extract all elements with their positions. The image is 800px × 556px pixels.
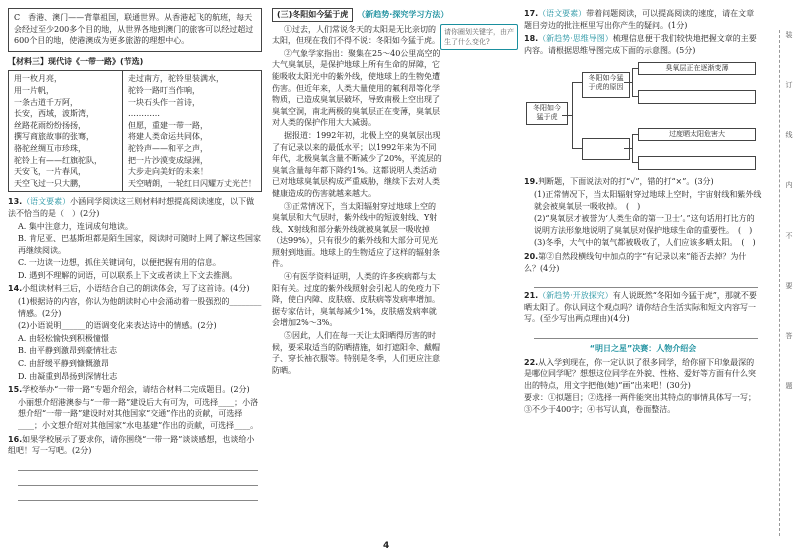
judgement-item: (2)“臭氧层才被誉为‘人类生命的第一卫士’。”这句话用打比方的说明方法形象地说明了臭氧层对保护地球生命的重要性。 ( ): [534, 214, 755, 235]
poem-line: 把一片沙漠变成绿洲，: [128, 155, 208, 165]
question-17: 17.（语文要素）带着问题阅读，可以提高阅读的速度，请在文章题目旁边的批注框里写出你产生的疑问。(1分): [524, 9, 755, 30]
page-number: 4: [383, 540, 390, 551]
q22-requirements: 要求：①拟题目；②选择一两件能突出其特点的事情具体写一写；③不少于400字；④书写认真，卷面整洁。: [524, 393, 756, 414]
poem-line: 大步走向美好的未来！: [128, 167, 208, 177]
poem-line: 驼铃一路叮当作响，: [128, 85, 200, 95]
poem-left: [9, 71, 122, 191]
passage-title: (三)冬阳如今猛于虎 （新趋势·探究学习方法）: [272, 8, 518, 22]
middle-column: [272, 8, 518, 542]
option: B. 由平静到激昂到豪情壮志: [18, 346, 117, 356]
poem-line: 用一片帆，: [14, 85, 54, 95]
option: A. 由轻松愉快到积极憧憬: [18, 333, 109, 343]
poem-line: 用一枚月亮，: [14, 74, 62, 84]
poem-line: 一块石头作一首诗，: [128, 97, 200, 107]
poem-line: 天安飞，一片春风，: [14, 167, 86, 177]
option: C. 由舒缓平静到慷慨激昂: [18, 359, 109, 369]
answer-line[interactable]: [534, 326, 758, 339]
sub-question: (2)小语说明______的语调变化来表达诗中的情感。(2分): [18, 321, 217, 331]
q15-text: 小丽想介绍港澳参与“一带一路”建设后大有可为，可选择____；小洛想介绍“一带一路”建设时对其他国家“交通”作出的贡献，可选择____；小文想介绍对其他国家“水电基建”作出的贡献，可选择____。: [18, 397, 259, 430]
binding-margin: [779, 30, 794, 536]
option: D. 遇到不理解的词语，可以联系上下文或者读上下文去推测。: [18, 270, 238, 280]
sub-question: (1)根据诗的内容，你认为他朗读时心中会涌动着一股强烈的________情感。(2分): [18, 297, 262, 318]
poem-line: 但愿，重建一带一路，: [128, 120, 208, 130]
poem-line: 将建人类命运共同体，: [128, 132, 208, 142]
margin-char: 内: [785, 181, 793, 190]
judgement-item: (3)冬季，大气中的氧气都被吸收了，人们应该多晒太阳。 ( ): [534, 238, 756, 248]
answer-line[interactable]: [18, 488, 258, 501]
right-column: [524, 8, 762, 542]
option: D. 由凝重到昂扬到深情壮志: [18, 371, 118, 381]
answer-line[interactable]: [18, 458, 258, 471]
left-column: [8, 8, 262, 542]
option: B. 肯尼亚、巴基斯坦都是陌生国家，阅读时可随时上网了解这些国家再继续阅读。: [18, 234, 261, 255]
answer-line[interactable]: [18, 473, 258, 486]
mm-leaf4[interactable]: [638, 156, 756, 170]
passage-paragraph: ②气象学家指出：聚集在25～40公里高空的大气臭氧层，是保护地球上所有生命的屏障，它能吸收太阳光中的紫外线，使地球上的生物免遭伤害。但近年来，人类大量使用的氟利昂等化学物质，已造成臭氧层破坏，导致南极上空出现了臭氧空洞，南北两极的臭氧层正在变薄，臭氧层对人类的保护作用大大减弱。: [272, 48, 441, 128]
question-15: 15.学校举办“一带一路”专题介绍会，请结合材料二完成题目。(2分): [8, 385, 250, 395]
question-18: 18.（新趋势·思维导图）梳理信息便于我们较快地把握文章的主要内容。请根据思维导图完成下面的示意图。(5分): [524, 34, 757, 55]
question-20: 20.第②自然段横线句中加点的字“有记录以来”能否去掉？为什么？(4分): [524, 251, 747, 273]
poem-line: 撰写商旅故事的张骞，: [14, 132, 94, 142]
poem-line: 驼铃声——和平之声，: [128, 143, 208, 153]
question-14: 14.小组读材料三后，小语结合自己的朗读体会，写了这首诗。(4分): [8, 284, 250, 294]
margin-char: 装: [785, 31, 793, 39]
passage-paragraph: ①过去，人们常说冬天的太阳是无比亲切的太阳，但现在我们不得不说：冬阳如今猛于虎。: [272, 24, 440, 46]
passage-paragraph: 据报道：1992年初，北极上空的臭氧层出现了有记录以来的最低水平；以1992年来为不同年代，北极臭氧含量不断减少了20%，平流层的臭氧含量每年都下降约1%。这都说明人类活动已对地球臭氧层构成严重威胁，继续下去对人类健康造成的伤害就越来越大。: [272, 130, 442, 198]
q13-options: [8, 221, 262, 282]
poem-line: 走过南方，驼铃里装满水，: [128, 74, 224, 84]
poem-line: 天空飞过一只大鹏，: [14, 178, 86, 188]
q19-items: [524, 189, 762, 249]
margin-char: 要: [785, 281, 793, 290]
annotation-box[interactable]: 请你圈划关键字，由产生了什么变化?: [440, 24, 518, 50]
q14-sub: [8, 296, 262, 332]
poem-box: [8, 70, 262, 192]
poem-line: 驼铃上有——红旗驼队，: [14, 155, 102, 165]
passage-paragraph: ⑤因此，人们在每一天让太阳晒得厉害的时候，要采取适当的防晒措施，如打遮阳伞、戴帽子、穿长袖衣服等。特别是冬季，人们更应注意防晒。: [272, 331, 440, 375]
poem-line: 天空晴朗，一轮红日闪耀万丈光芒！: [128, 178, 256, 188]
passage-paragraph: ④有医学资料证明，人类的许多疾病都与太阳有关。过度的紫外线照射会引起人的免疫力下降，使白内障、皮肤癌、皮肤病等发病率增加。据专家估计，臭氧每减少1%，皮肤癌发病率就会增加2%～3%。: [272, 272, 440, 328]
section-title: “明日之星”决赛：人物介绍会: [589, 343, 697, 353]
answer-line[interactable]: [534, 275, 758, 288]
poem-right: [122, 71, 261, 191]
passage-body: [272, 24, 518, 377]
passage-paragraph: ③正常情况下，当太阳辐射穿过地球上空的臭氧层和大气层时，紫外线中的短波射线、Y射线、X射线和部分紫外线就被臭氧层一吸收掉（达99%），只有很少的紫外线和大部分可见光照射到地面。地球上的生物适应了这样的辐射条件。: [272, 201, 440, 269]
question-16: 16.如果学校展示了要求你，请你围绕“一带一路”谈谈感想，也谈给小组吧！写一写吧。(2分): [8, 434, 255, 456]
material-c-box: C 香港、澳门——背靠祖国，联通世界。从香港起飞的航班，每天会经过至少200多个目的地，从世界各地到澳门的旅客可以经过超过600个目的地，使港澳成为更多旅游的理想中心。: [8, 8, 262, 52]
margin-char: 线: [785, 131, 793, 140]
option: A. 集中注意力，连词成句地读。: [18, 221, 133, 231]
question-19: 19.判断题，下面说法对的打“√”，错的打“×”。(3分): [524, 177, 714, 187]
question-13: 13.（语文要素）小涵同学阅读这三则材料时想提高阅读速度，以下做法不恰当的是（ ）(2分): [8, 197, 255, 218]
mm-leaf2[interactable]: [638, 90, 756, 104]
mm-mid1: 冬阳如今猛于虎的原因: [582, 72, 630, 98]
q14-options: [8, 333, 262, 382]
poem-line: 丝路花雨纷纷扬扬，: [14, 120, 86, 130]
question-22: 22.从入学到现在，你一定认识了很多同学，给你留下印象最深的是哪位同学呢？想想这位同学在外貌、性格、爱好等方面有什么突出的特点，用文字把他(她)“画”出来吧！(30分): [524, 357, 756, 390]
margin-char: 题: [785, 381, 793, 390]
margin-char: 答: [785, 331, 793, 340]
margin-char: 订: [785, 81, 793, 90]
poem-line: 长安，西域，波斯湾，: [14, 109, 94, 119]
mind-map: [524, 60, 762, 172]
mm-leaf3: 过度晒太阳危害大: [638, 128, 756, 141]
poem-line: 一条古道千万阿，: [14, 97, 78, 107]
judgement-item: (1)正常情况下，当太阳辐射穿过地球上空时，宇宙射线和紫外线就会被臭氧层一吸收掉。 ( ): [534, 189, 762, 211]
question-21: 21.（新趋势·开放探究）有人说既然“冬阳如今猛于虎”，那就不要晒太阳了。你认同这个观点吗？请你结合生活实际和短文内容写一写。(至少写出两点理由)(4分): [524, 291, 757, 324]
mm-root: 冬阳如今猛于虎: [526, 102, 568, 124]
poem-line: …………: [128, 109, 160, 119]
mm-mid2[interactable]: [582, 138, 630, 160]
poem-line: 骆驼丝绸互市珍珠，: [14, 143, 86, 153]
margin-char: 不: [785, 231, 793, 240]
material3-title: 【材料三】现代诗《一带一路》(节选): [8, 56, 144, 66]
option: C. 一边读一边想，抓住关键词句，以便把握有用的信息。: [18, 258, 221, 268]
mm-leaf1: 臭氧层正在逐渐变薄: [638, 62, 756, 75]
